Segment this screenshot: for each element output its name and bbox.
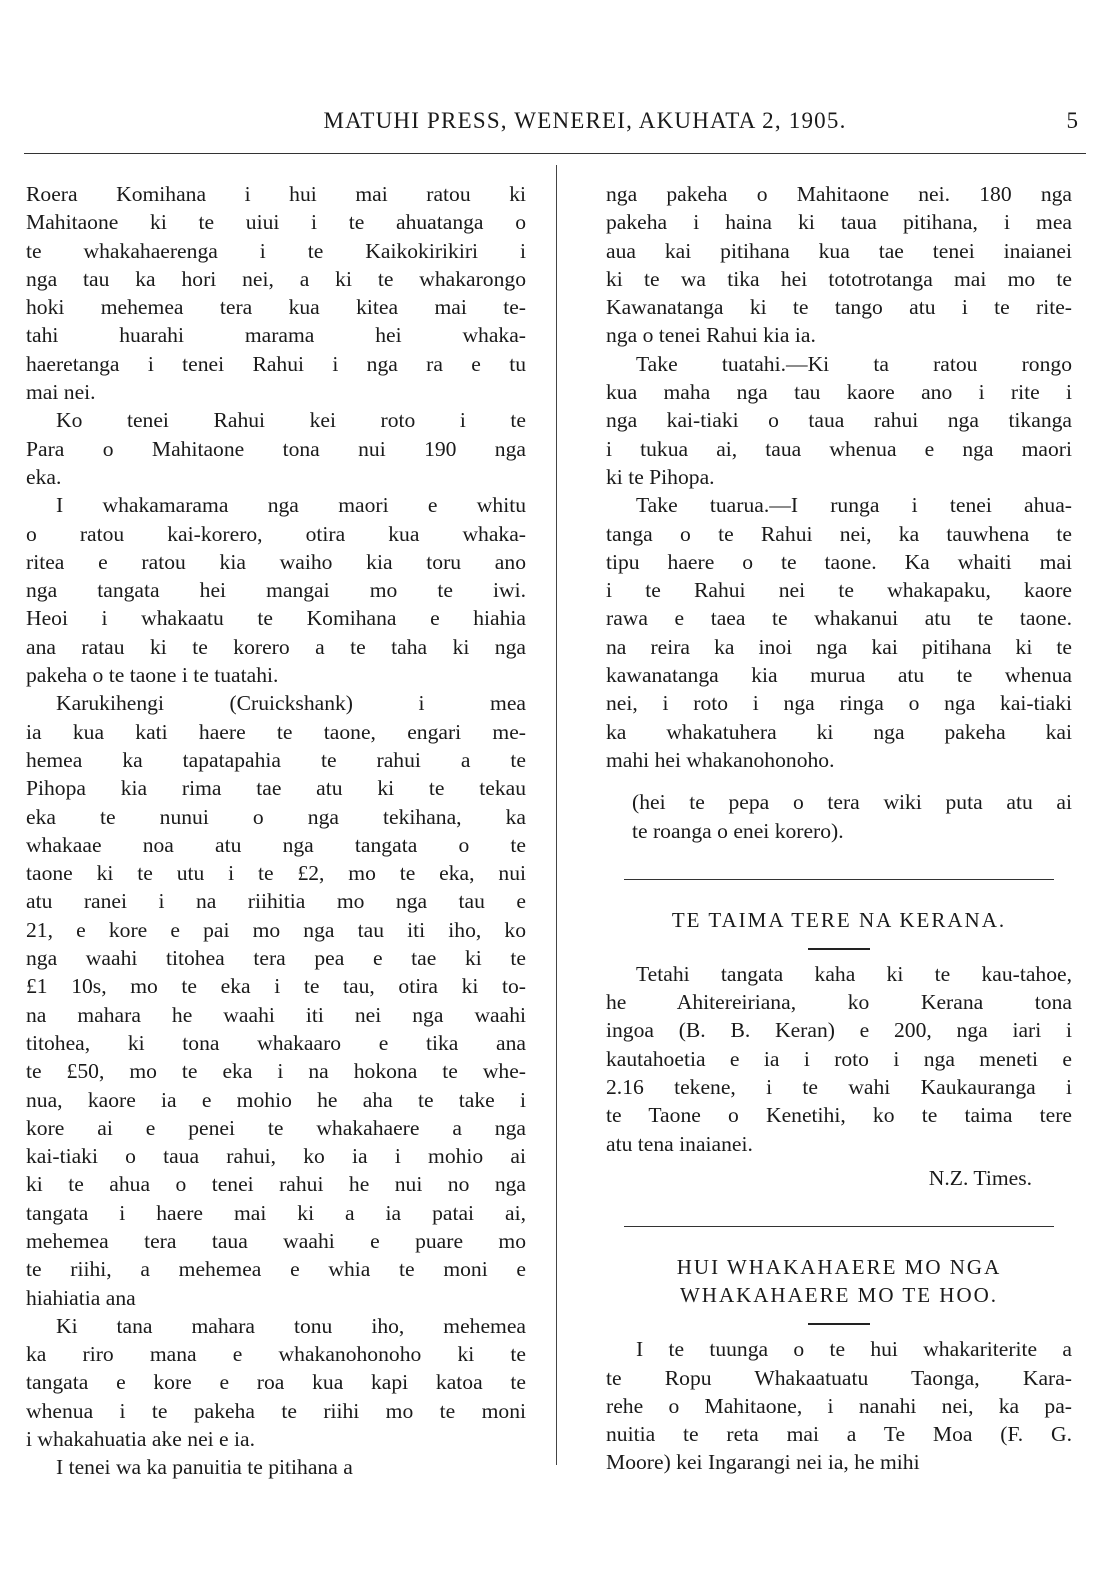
text-line: eka.	[26, 464, 62, 489]
text-line: I tenei wa ka panuitia te pitihana a	[56, 1455, 353, 1480]
text-line: Moore) kei Ingarangi nei ia, he mihi	[606, 1450, 920, 1475]
masthead-title: MATUHI PRESS, WENEREI, AKUHATA 2, 1905.	[323, 108, 847, 133]
text-line: ana ratau ki te korero a te taha ki nga	[26, 634, 526, 659]
text-line: nga tau ka hori nei, a ki te whakarongo	[26, 266, 526, 291]
page-header	[24, 108, 1086, 148]
text-line: ki te ahua o tenei rahui he nui no nga	[26, 1172, 526, 1197]
text-line: kawanatanga kia murua atu te whenua	[606, 663, 1072, 688]
text-line: ritea e ratou kia waiho kia toru ano	[26, 549, 526, 574]
text-line: Take tuatahi.—Ki ta ratou rongo	[636, 351, 1072, 376]
paragraph	[26, 689, 526, 1312]
text-line: i whakahuatia ake nei e ia.	[26, 1427, 256, 1452]
text-line: Karukihengi (Cruickshank) i mea	[56, 691, 526, 716]
heading-line: HUI WHAKAHAERE MO NGA	[676, 1255, 1002, 1280]
paragraph	[606, 350, 1072, 491]
paragraph	[26, 180, 526, 406]
paragraph	[606, 180, 1072, 350]
text-line: rawa e taea te whakanui atu te taone.	[606, 606, 1072, 631]
text-line: tanga o te Rahui nei, ka tauwhena te	[606, 521, 1072, 546]
heading-rule	[808, 1323, 870, 1325]
paragraph	[26, 491, 526, 689]
heading-rule	[808, 948, 870, 950]
text-line: 2.16 tekene, i te wahi Kaukauranga i	[606, 1075, 1072, 1100]
article-heading: TE TAIMA TERE NA KERANA.	[671, 907, 1007, 932]
text-line: te Taone o Kenetihi, ko te taima tere	[606, 1103, 1072, 1128]
article-separator	[624, 1226, 1054, 1227]
text-line: 21, e kore e pai mo nga tau iti iho, ko	[26, 917, 526, 942]
text-line: te Ropu Whakaatuatu Taonga, Kara-	[606, 1365, 1072, 1390]
continuation-note	[606, 788, 1072, 845]
text-line: titohea, ki tona whakaaro e tika ana	[26, 1030, 526, 1055]
heading-line: WHAKAHAERE MO TE HOO.	[679, 1283, 999, 1308]
text-line: whenua i te pakeha te riihi mo te moni	[26, 1398, 526, 1423]
text-line: Take tuarua.—I runga i tenei ahua-	[636, 493, 1072, 518]
text-line: te riihi, a mehemea e whia te moni e	[26, 1257, 526, 1282]
text-line: ia kua kati haere te taone, engari me-	[26, 719, 526, 744]
text-line: Heoi i whakaatu te Komihana e hiahia	[26, 606, 526, 631]
text-line: aua kai pitihana kua tae tenei inaianei	[606, 238, 1072, 263]
text-line: tangata i haere mai ki a ia patai ai,	[26, 1200, 526, 1225]
article-body	[606, 1335, 1072, 1476]
text-line: Tetahi tangata kaha ki te kau-tahoe,	[636, 961, 1072, 986]
text-line: taone ki te utu i te £2, mo te eka, nui	[26, 861, 526, 886]
article-separator	[624, 879, 1054, 880]
text-line: hoki mehemea tera kua kitea mai te-	[26, 295, 526, 320]
text-line: hiahiatia ana	[26, 1285, 136, 1310]
text-line: kautahoetia e ia i roto i nga meneti e	[606, 1046, 1072, 1071]
text-line: ka riro mana e whakanohonoho ki te	[26, 1342, 526, 1367]
text-line: Ki tana mahara tonu iho, mehemea	[56, 1313, 526, 1338]
text-line: tahi huarahi marama hei whaka-	[26, 323, 526, 348]
text-line: mahi hei whakanohonoho.	[606, 747, 835, 772]
text-line: ki te wa tika hei tototrotanga mai mo te	[606, 266, 1072, 291]
article-heading	[606, 1253, 1072, 1309]
text-line: kore ai e penei te whakahaere a nga	[26, 1115, 526, 1140]
text-line: haeretanga i tenei Rahui i nga ra e tu	[26, 351, 526, 376]
right-article-body	[606, 180, 1072, 774]
text-line: rehe o Mahitaone, i nanahi nei, ka pa-	[606, 1393, 1072, 1418]
right-column	[606, 180, 1072, 1477]
paragraph	[26, 406, 526, 491]
text-line: he Ahitereiriana, ko Kerana tona	[606, 990, 1072, 1015]
text-line: Kawanatanga ki te tango atu i te rite-	[606, 295, 1072, 320]
text-line: Pihopa kia rima tae atu ki te tekau	[26, 776, 526, 801]
article-credit: N.Z. Times.	[928, 1165, 1032, 1190]
text-line: eka te nunui o nga tekihana, ka	[26, 804, 526, 829]
text-line: ki te Pihopa.	[606, 464, 715, 489]
paragraph	[26, 1453, 526, 1481]
text-line: na mahara he waahi iti nei nga waahi	[26, 1002, 526, 1027]
text-line: kua maha nga tau kaore ano i rite i	[606, 380, 1072, 405]
text-line: nga waahi titohea tera pea e tae ki te	[26, 946, 526, 971]
text-line: I te tuunga o te hui whakariterite a	[636, 1337, 1072, 1362]
text-line: mehemea tera taua waahi e puare mo	[26, 1228, 526, 1253]
text-line: atu tena inaianei.	[606, 1131, 753, 1156]
text-line: ingoa (B. B. Keran) e 200, nga iari i	[606, 1018, 1072, 1043]
text-line: pakeha i haina ki taua pitihana, i mea	[606, 210, 1072, 235]
text-line: o ratou kai-korero, otira kua whaka-	[26, 521, 526, 546]
text-line: nei, i roto i nga ringa o nga kai-tiaki	[606, 691, 1072, 716]
text-line: nga tangata hei mangai mo te iwi.	[26, 578, 526, 603]
text-line: pakeha o te taone i te tuatahi.	[26, 663, 279, 688]
text-line: i tukua ai, taua whenua e nga maori	[606, 436, 1072, 461]
text-line: mai nei.	[26, 380, 96, 405]
text-line: na reira ka inoi nga kai pitihana ki te	[606, 634, 1072, 659]
text-line: tipu haere o te taone. Ka whaiti mai	[606, 549, 1072, 574]
page-number: 5	[1066, 108, 1078, 133]
paragraph	[26, 1312, 526, 1453]
text-line: Roera Komihana i hui mai ratou ki	[26, 182, 526, 206]
text-line: £1 10s, mo te eka i te tau, otira ki to-	[26, 974, 526, 999]
text-line: whakaae noa atu nga tangata o te	[26, 832, 526, 857]
text-line: nuitia te reta mai a Te Moa (F. G.	[606, 1422, 1072, 1447]
header-divider	[24, 153, 1086, 154]
text-line: nga pakeha o Mahitaone nei. 180 nga	[606, 182, 1072, 206]
text-line: kai-tiaki o taua rahui, ko ia i mohio ai	[26, 1144, 526, 1169]
text-line: Ko tenei Rahui kei roto i te	[56, 408, 526, 433]
paragraph	[606, 491, 1072, 774]
text-line: te whakahaerenga i te Kaikokirikiri i	[26, 238, 526, 263]
text-line: atu ranei i na riihitia mo nga tau e	[26, 889, 526, 914]
text-line: Mahitaone ki te uiui i te ahuatanga o	[26, 210, 526, 235]
text-line: te £50, mo te eka i na hokona te whe-	[26, 1059, 526, 1084]
text-line: tangata e kore e roa kua kapi katoa te	[26, 1370, 526, 1395]
text-line: te roanga o enei korero).	[632, 818, 844, 843]
text-line: i te Rahui nei te whakapaku, kaore	[606, 578, 1072, 603]
text-line: hemea ka tapatapahia te rahui a te	[26, 747, 526, 772]
article-body	[606, 960, 1072, 1158]
text-line: nua, kaore ia e mohio he aha te take i	[26, 1087, 526, 1112]
left-column	[26, 180, 526, 1482]
text-line: ka whakatuhera ki nga pakeha kai	[606, 719, 1072, 744]
column-divider	[556, 165, 557, 1465]
text-line: (hei te pepa o tera wiki puta atu ai	[632, 790, 1072, 815]
text-line: nga o tenei Rahui kia ia.	[606, 323, 816, 348]
text-line: nga kai-tiaki o taua rahui nga tikanga	[606, 408, 1072, 433]
text-line: I whakamarama nga maori e whitu	[56, 493, 526, 518]
text-line: Para o Mahitaone tona nui 190 nga	[26, 436, 526, 461]
